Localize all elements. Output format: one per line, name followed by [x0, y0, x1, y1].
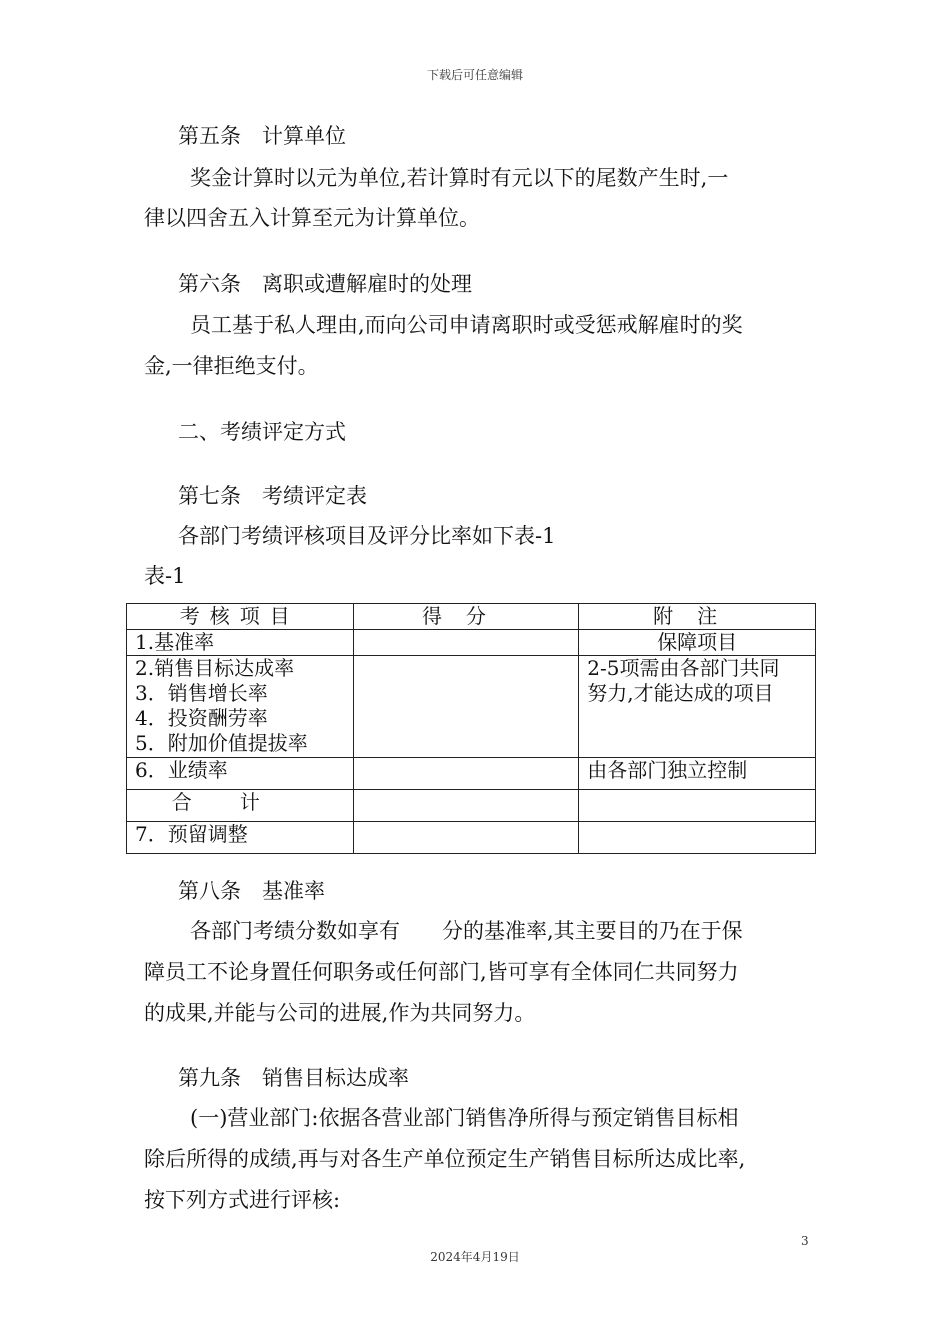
article5-line-1: 奖金计算时以元为单位,若计算时有元以下的尾数产生时,一 [190, 166, 729, 190]
table-label: 表-1 [144, 564, 186, 588]
row4-score [353, 790, 579, 822]
table-row [127, 630, 816, 656]
row3-score [353, 758, 579, 790]
table-row [127, 790, 816, 822]
article9-heading: 第九条 销售目标达成率 [178, 1066, 409, 1090]
article8-heading: 第八条 基准率 [178, 879, 325, 903]
row2-item-4: 5．附加价值提拔率 [135, 731, 308, 755]
row2-note-1: 2-5项需由各部门共同 [587, 656, 780, 680]
page-header-note: 下载后可任意编辑 [426, 68, 523, 82]
row2-note-2: 努力,才能达成的项目 [587, 681, 774, 705]
row2-score [353, 656, 579, 758]
article7-heading: 第七条 考绩评定表 [178, 484, 367, 508]
row1-item: 1.基准率 [127, 630, 354, 656]
article5-line-2: 律以四舍五入计算至元为计算单位。 [144, 206, 480, 230]
article8-line-2: 障员工不论身置任何职务或任何部门,皆可享有全体同仁共同努力 [144, 960, 739, 984]
article6-line-2: 金,一律拒绝支付。 [144, 354, 319, 378]
article9-line-1: (一)营业部门:依据各营业部门销售净所得与预定销售目标相 [190, 1106, 739, 1130]
row2-item-1: 2.销售目标达成率 [135, 656, 295, 680]
article6-heading: 第六条 离职或遭解雇时的处理 [178, 272, 472, 296]
row5-score [353, 822, 579, 854]
article8-line-3: 的成果,并能与公司的进展,作为共同努力。 [144, 1001, 536, 1025]
header-item: 考核项目 [127, 604, 354, 630]
table-row [127, 822, 816, 854]
header-score: 得分 [353, 604, 579, 630]
footer-date: 2024年4月19日 [430, 1250, 520, 1264]
row5-note [579, 822, 816, 854]
row2-notes [579, 656, 816, 758]
article5-heading: 第五条 计算单位 [178, 124, 346, 148]
article6-line-1: 员工基于私人理由,而向公司申请离职时或受惩戒解雇时的奖 [190, 313, 743, 337]
row2-item-2: 3．销售增长率 [135, 681, 268, 705]
table-header-row [127, 604, 816, 630]
table-row [127, 758, 816, 790]
row1-note: 保障项目 [579, 630, 816, 656]
table-row [127, 656, 816, 758]
article9-line-3: 按下列方式进行评核: [144, 1188, 341, 1212]
row4-item: 合计 [127, 790, 354, 822]
header-note: 附注 [579, 604, 816, 630]
row4-note [579, 790, 816, 822]
appraisal-table [126, 603, 816, 854]
row5-item: 7．预留调整 [127, 822, 354, 854]
page-number: 3 [801, 1234, 809, 1248]
row1-score [353, 630, 579, 656]
article8-line-1: 各部门考绩分数如享有 分的基准率,其主要目的乃在于保 [190, 919, 743, 943]
article7-intro: 各部门考绩评核项目及评分比率如下表-1 [178, 524, 556, 548]
row3-note: 由各部门独立控制 [579, 758, 816, 790]
row2-item-3: 4．投资酬劳率 [135, 706, 268, 730]
row2-items [127, 656, 354, 758]
section2-heading: 二、考绩评定方式 [178, 420, 346, 444]
row3-item: 6．业绩率 [127, 758, 354, 790]
article9-line-2: 除后所得的成绩,再与对各生产单位预定生产销售目标所达成比率, [144, 1147, 746, 1171]
